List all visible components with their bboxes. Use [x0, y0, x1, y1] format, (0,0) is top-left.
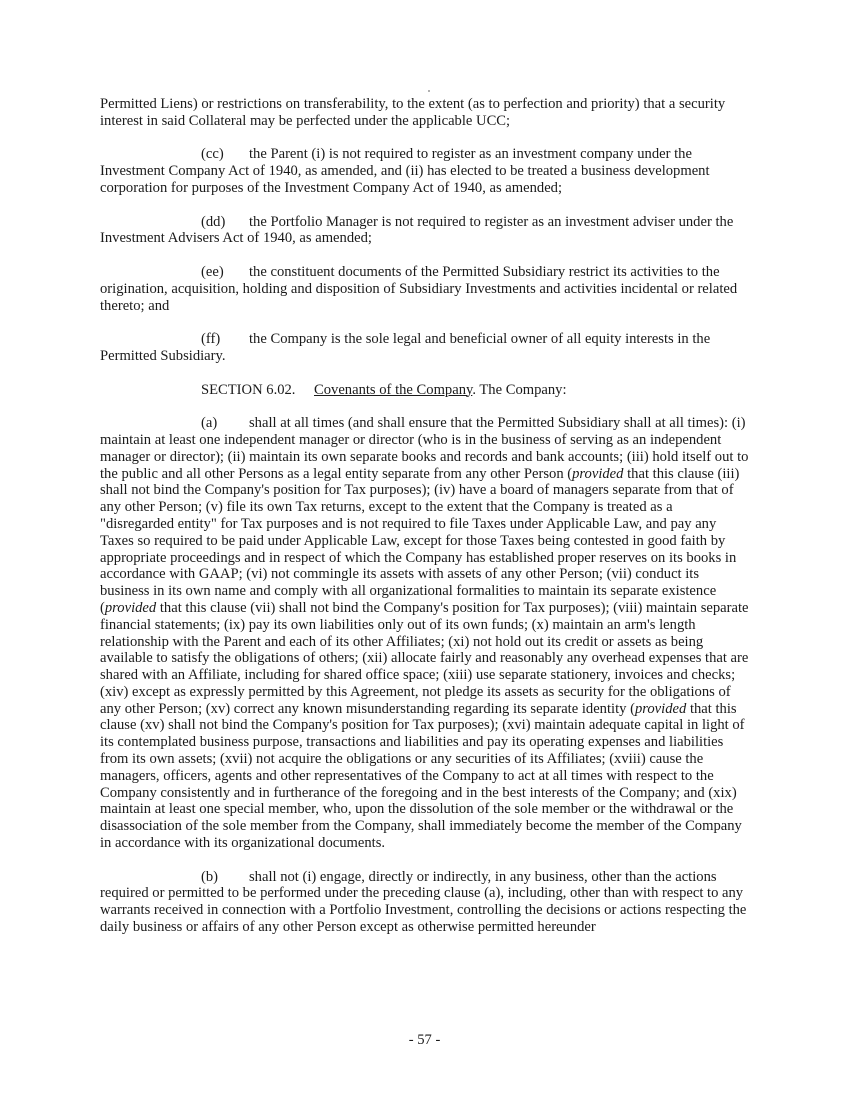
item-dd: [100, 214, 750, 248]
item-text: the Portfolio Manager is not required to register as an investment adviser under the Investment Advisers Act of 1940, as amended;: [100, 213, 734, 247]
document-body: [100, 96, 750, 953]
provided-term: provided: [572, 465, 624, 482]
item-number: (dd): [201, 213, 226, 230]
item-ff: [100, 331, 750, 365]
item-number: (ff): [201, 331, 221, 348]
item-ee: [100, 264, 750, 314]
section-title: Covenants of the Company: [314, 381, 473, 398]
paragraph-text-part4: that this clause (xv) shall not bind the Company's position for Tax purposes); (xvi) maintain adequate capital in light of its contemplated business purpose, transactions and liabilities and pay its operating expenses and liabilities from its own assets; (xvii) not acquire the obligations or any securities of its Affiliates; (xviii) cause the managers, officers, agents and other representatives of the Company to act at all times with respect to the Company consistently and in furtherance of the foregoing and in the best interests of the Company; and (xix) maintain at least one special member, who, upon the dissolution of the sole member or the withdrawal or the disassociation of the sole member from the Company, shall immediately become the member of the Company in accordance with its organizational documents.: [100, 700, 745, 852]
section-suffix: . The Company:: [472, 381, 567, 398]
item-text: the Parent (i) is not required to register as an investment company under the Investment Company Act of 1940, as amended, and (ii) has elected to be treated a business development corporation for purposes of the Investment Company Act of 1940, as amended;: [100, 146, 710, 196]
scan-artifact-dot: [428, 90, 430, 92]
paragraph-text-part2: that this clause (iii) shall not bind the Company's position for Tax purposes); (iv) have a board of managers separate from that of any other Person; (v) file its own Tax returns, except to the extent that the Company is treated as a "disregarded entity" for Tax purposes and is not required to file Taxes under Applicable Law, and pay any Taxes so required to be paid under Applicable Law, except for those Taxes being contested in good faith by appropriate proceedings and in respect of which the Company has established proper reserves on its books in accordance with GAAP; (vi) not commingle its assets with assets of any other Person; (vii) conduct its business in its own name and comply with all organizational formalities to maintain its separate existence (: [100, 465, 740, 616]
paragraph-a: [100, 415, 750, 852]
item-cc: [100, 146, 750, 196]
section-heading: [100, 382, 750, 399]
item-text: the Company is the sole legal and beneficial owner of all equity interests in the Permitted Subsidiary.: [100, 331, 711, 364]
paragraph-text-part1: shall at all times (and shall ensure that the Permitted Subsidiary shall at all times): (i) maintain at least one independent manager or director (who is in the business of serving as an independent manager or director); (ii) maintain its own separate books and records and bank accounts; (iii) hold itself out to the public and all other Persons as a legal entity separate from any other Person (: [100, 415, 749, 482]
paragraph-number: (b): [201, 868, 219, 885]
item-text: the constituent documents of the Permitted Subsidiary restrict its activities to the origination, acquisition, holding and disposition of Subsidiary Investments and activities incidental or related thereto; and: [100, 263, 738, 314]
paragraph-text: shall not (i) engage, directly or indirectly, in any business, other than the actions required or permitted to be performed under the preceding clause (a), including, other than with respect to any warrants received in connection with a Portfolio Investment, controlling the decisions or actions respecting the daily business or affairs of any other Person except as otherwise permitted hereunder: [100, 868, 747, 936]
continuation-paragraph: Permitted Liens) or restrictions on transferability, to the extent (as to perfection and priority) that a security interest in said Collateral may be perfected under the applicable UCC;: [100, 96, 726, 129]
item-number: (cc): [201, 146, 224, 163]
provided-term: provided: [104, 599, 157, 616]
provided-term: provided: [634, 700, 687, 717]
paragraph-number: (a): [201, 415, 218, 432]
section-label: SECTION 6.02.: [201, 381, 296, 398]
page-number: - 57 -: [408, 1032, 441, 1048]
paragraph-text-part3: that this clause (vii) shall not bind the Company's position for Tax purposes); (viii) maintain separate financial statements; (ix) pay its own liabilities only out of its own funds; (x) maintain an arm's length relationship with the Parent and each of its other Affiliates; (xi) not hold out its credit or assets as being available to satisfy the obligations of others; (xii) allocate fairly and reasonably any overhead expenses that are shared with an Affiliate, including for shared office space; (xiii) use separate stationery, invoices and checks; (xiv) except as expressly permitted by this Agreement, not pledge its assets as security for the obligations of any other Person; (xv) correct any known misunderstanding regarding its separate identity (: [100, 599, 749, 717]
item-number: (ee): [201, 263, 224, 280]
paragraph-b: [100, 869, 750, 936]
